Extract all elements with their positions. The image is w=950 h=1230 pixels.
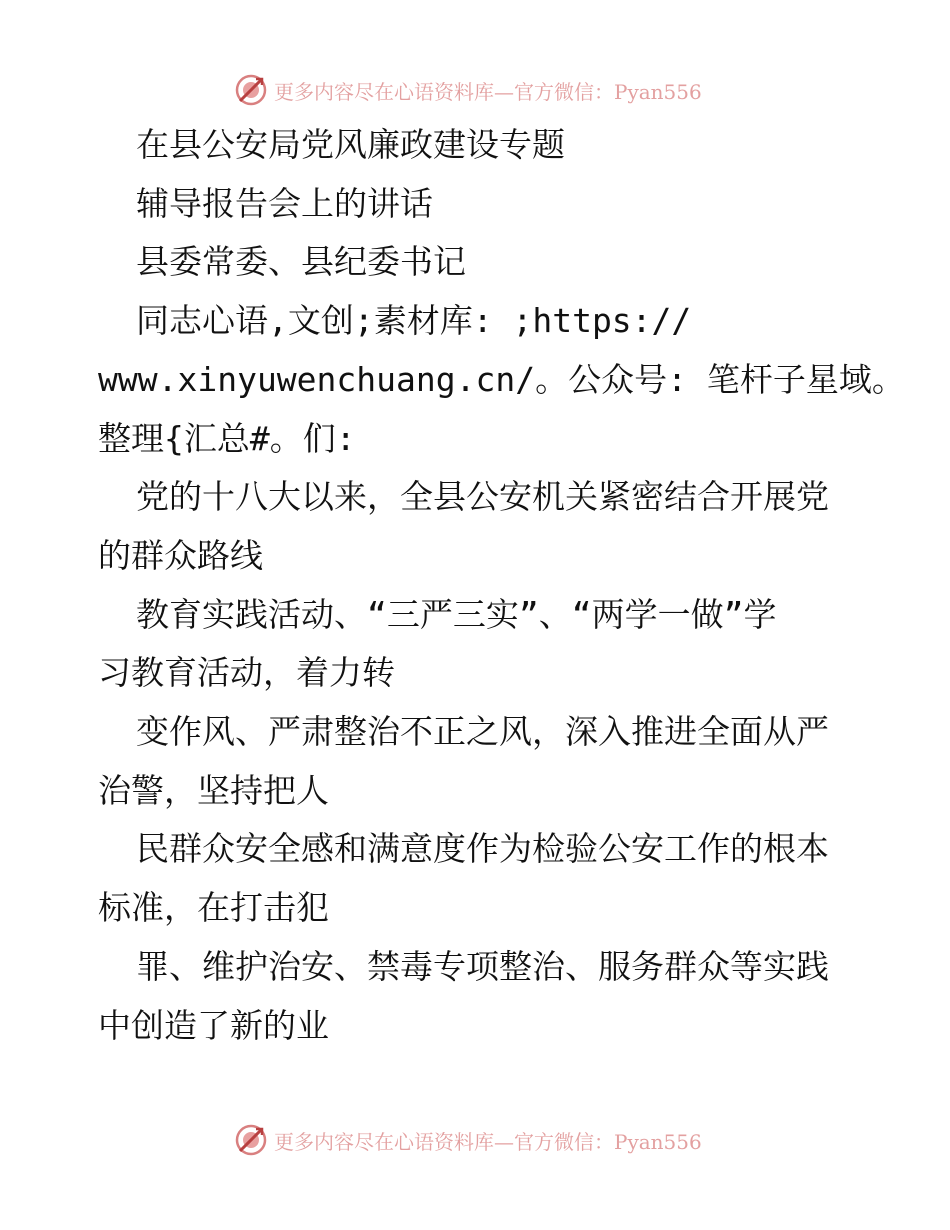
title-line-2: 辅导报告会上的讲话 [136,183,433,223]
text-line: 治警，坚持把人 [98,770,329,810]
footer-watermark [234,1122,714,1158]
text-line: 变作风、严肃整治不正之风，深入推进全面从严 [136,712,829,752]
document-body [98,116,905,1055]
author-line: 县委常委、县纪委书记 [136,242,466,282]
watermark-text: 更多内容尽在心语资料库—官方微信：Pyan556 [274,79,702,104]
text-line: 的群众路线 [98,535,263,575]
text-line: 中创造了新的业 [98,1005,329,1045]
text-line: 罪、维护治安、禁毒专项整治、服务群众等实践 [136,946,829,986]
text-line: 教育实践活动、“三严三实”、“两学一做”学 [136,594,777,634]
seal-logo-icon [234,1123,268,1157]
seal-logo-icon [234,73,268,107]
text-line: 党的十八大以来，全县公安机关紧密结合开展党 [136,477,829,517]
text-line: 整理{汇总#。们: [98,418,356,458]
watermark-text: 更多内容尽在心语资料库—官方微信：Pyan556 [274,1129,702,1154]
title-line-1: 在县公安局党风廉政建设专题 [136,125,565,164]
text-line: 标准，在打击犯 [98,888,329,928]
text-line: www.xinyuwenchuang.cn/。公众号: 笔杆子星域。 [98,359,905,399]
text-line: 民群众安全感和满意度作为检验公安工作的根本 [136,829,829,869]
text-line: 习教育活动，着力转 [98,653,395,693]
header-watermark [234,72,714,108]
text-line: 同志心语,文创;素材库: ;https:// [136,301,692,341]
